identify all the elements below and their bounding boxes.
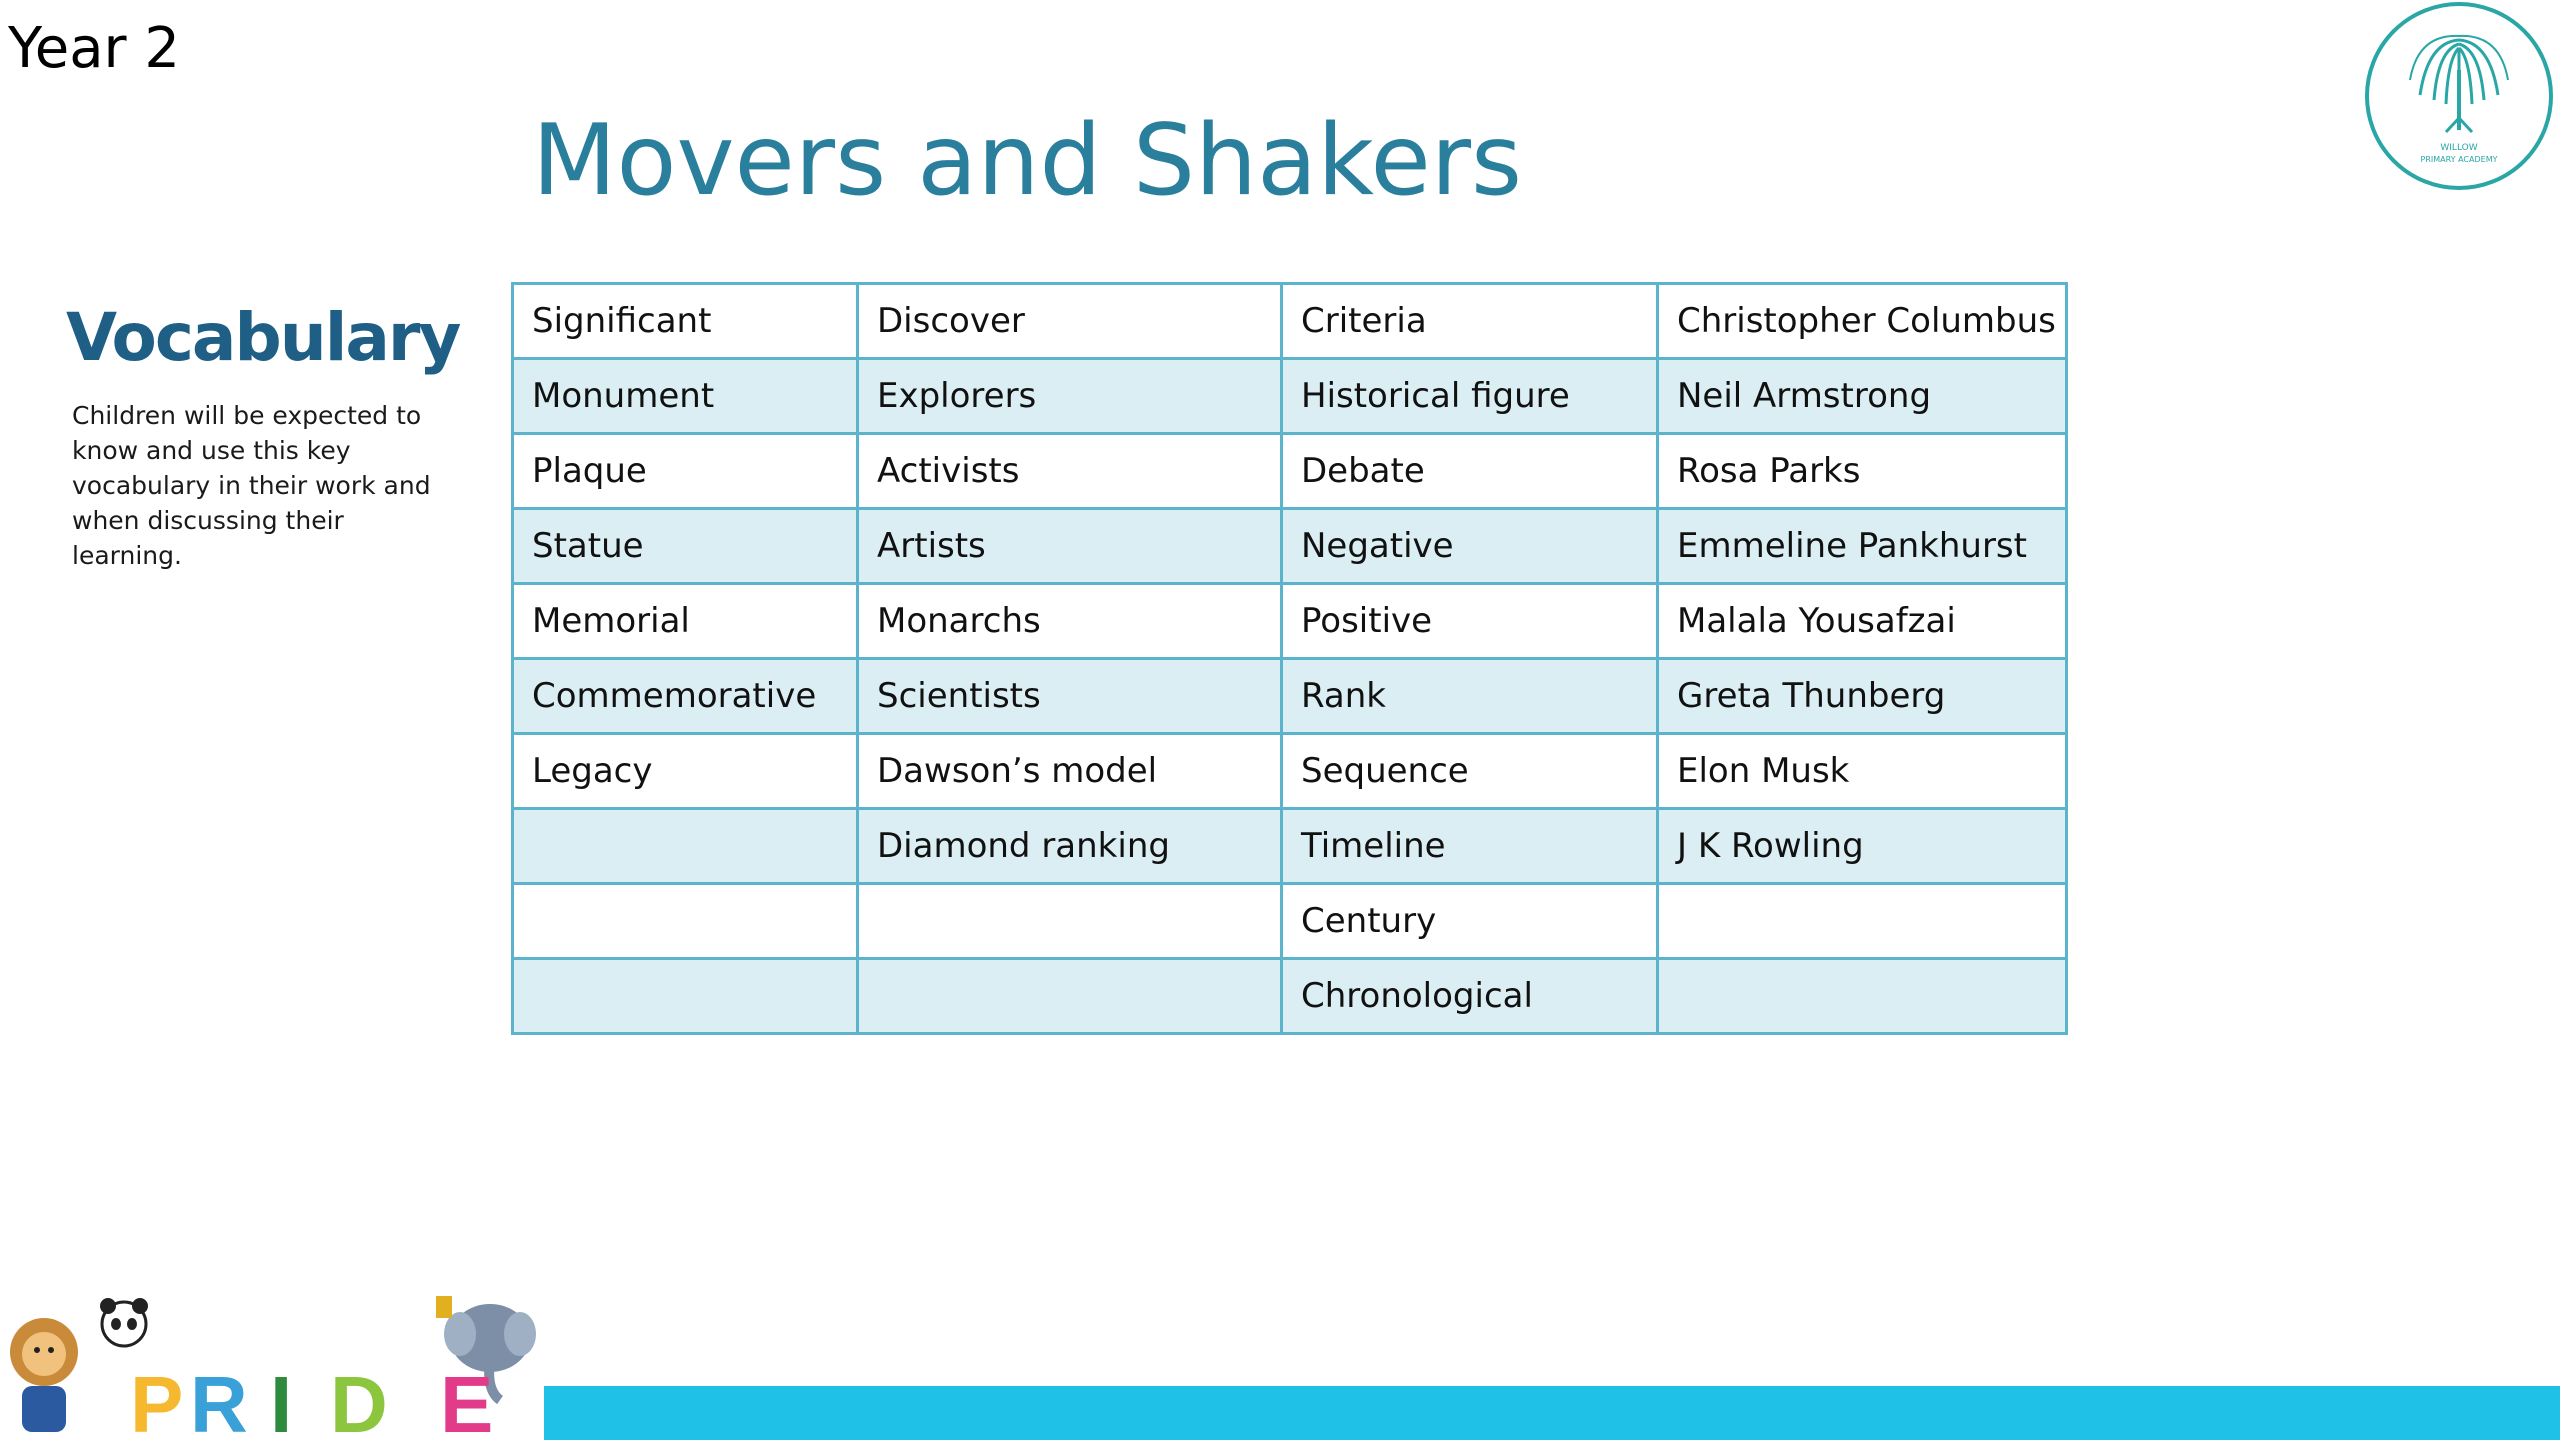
table-cell: Significant xyxy=(513,284,858,359)
table-row xyxy=(513,659,2067,734)
table-row xyxy=(513,809,2067,884)
table-cell: Positive xyxy=(1282,584,1658,659)
table-row xyxy=(513,284,2067,359)
table-cell xyxy=(1658,959,2067,1034)
pride-letter-r: R xyxy=(190,1360,248,1440)
table-row xyxy=(513,359,2067,434)
table-cell: Emmeline Pankhurst xyxy=(1658,509,2067,584)
table-cell: Diamond ranking xyxy=(858,809,1282,884)
table-row xyxy=(513,884,2067,959)
pride-letter-d: D xyxy=(330,1360,388,1440)
lion-mascot-icon xyxy=(10,1318,78,1432)
table-cell: Explorers xyxy=(858,359,1282,434)
page-title: Movers and Shakers xyxy=(532,104,1523,218)
table-cell xyxy=(858,959,1282,1034)
school-logo xyxy=(2358,0,2560,192)
table-cell: Scientists xyxy=(858,659,1282,734)
table-cell: Neil Armstrong xyxy=(1658,359,2067,434)
table-cell: Dawson’s model xyxy=(858,734,1282,809)
table-cell: Christopher Columbus xyxy=(1658,284,2067,359)
table-cell: Memorial xyxy=(513,584,858,659)
panda-mascot-icon xyxy=(100,1298,148,1346)
table-cell: Greta Thunberg xyxy=(1658,659,2067,734)
table-cell: Criteria xyxy=(1282,284,1658,359)
table-cell: Negative xyxy=(1282,509,1658,584)
table-cell xyxy=(858,884,1282,959)
table-cell: Activists xyxy=(858,434,1282,509)
table-row xyxy=(513,434,2067,509)
vocabulary-description: Children will be expected to know and use this key vocabulary in their work and when discussing their learning. xyxy=(72,401,431,570)
pride-banner xyxy=(0,1290,544,1440)
table-cell: Chronological xyxy=(1282,959,1658,1034)
table-cell: Debate xyxy=(1282,434,1658,509)
vocabulary-table xyxy=(511,282,2068,1035)
table-row xyxy=(513,584,2067,659)
logo-text-line2: PRIMARY ACADEMY xyxy=(2420,155,2498,164)
table-cell: Legacy xyxy=(513,734,858,809)
table-cell: Century xyxy=(1282,884,1658,959)
table-row xyxy=(513,509,2067,584)
table-cell: Statue xyxy=(513,509,858,584)
table-cell: Commemorative xyxy=(513,659,858,734)
pride-letter-p: P xyxy=(130,1360,184,1440)
table-cell: Malala Yousafzai xyxy=(1658,584,2067,659)
year-label: Year 2 xyxy=(8,16,180,81)
table-cell xyxy=(513,809,858,884)
table-cell: Plaque xyxy=(513,434,858,509)
table-cell: Historical figure xyxy=(1282,359,1658,434)
vocabulary-heading: Vocabulary xyxy=(66,299,460,376)
table-cell: Sequence xyxy=(1282,734,1658,809)
table-cell: Monarchs xyxy=(858,584,1282,659)
pride-letter-i: I xyxy=(270,1360,293,1440)
table-cell: Rosa Parks xyxy=(1658,434,2067,509)
table-cell: Elon Musk xyxy=(1658,734,2067,809)
table-row xyxy=(513,734,2067,809)
pride-letter-e: E xyxy=(440,1360,494,1440)
table-cell: Timeline xyxy=(1282,809,1658,884)
table-cell: Monument xyxy=(513,359,858,434)
table-cell xyxy=(513,884,858,959)
table-cell: Discover xyxy=(858,284,1282,359)
table-cell: Artists xyxy=(858,509,1282,584)
table-cell: J K Rowling xyxy=(1658,809,2067,884)
table-row xyxy=(513,959,2067,1034)
table-cell: Rank xyxy=(1282,659,1658,734)
table-cell xyxy=(513,959,858,1034)
logo-text-line1: WILLOW xyxy=(2440,143,2478,153)
table-cell xyxy=(1658,884,2067,959)
willow-tree-icon xyxy=(2358,0,2560,192)
